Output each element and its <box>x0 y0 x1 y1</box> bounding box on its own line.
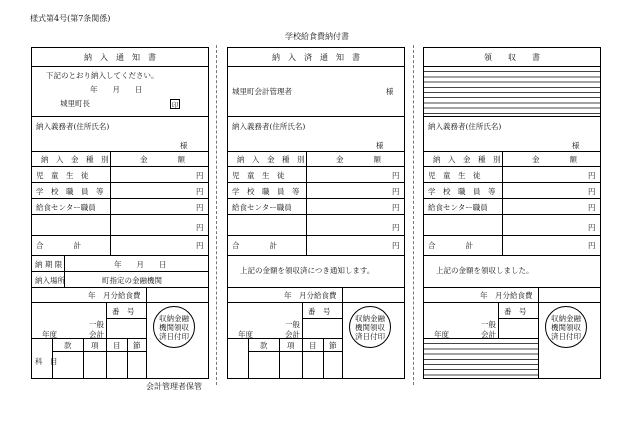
amount-header: 金 額 <box>140 155 185 164</box>
request-text: 下記のとおり納入してください。 <box>46 71 159 80</box>
receipt-notice-panel <box>227 47 405 379</box>
type-header: 納 入 金 種 別 <box>41 155 109 164</box>
yen-unit: 円 <box>392 223 400 232</box>
place-value: 町指定の金融機関 <box>102 276 162 285</box>
category-center: 給食センター職員 <box>428 203 488 212</box>
yen-unit: 円 <box>588 203 596 212</box>
category-students: 児 童 生 徒 <box>428 171 481 180</box>
yen-unit: 円 <box>196 203 204 212</box>
subject-col-kou: 項 <box>91 341 99 350</box>
yen-unit: 円 <box>588 241 596 250</box>
yen-unit: 円 <box>392 203 400 212</box>
subject-label: 科 目 <box>35 357 58 366</box>
account-general: 一般 <box>89 320 104 329</box>
stamp-line: 済日付印 <box>355 331 385 341</box>
amount-header: 金 額 <box>336 155 381 164</box>
yen-unit: 円 <box>588 187 596 196</box>
category-students: 児 童 生 徒 <box>232 171 285 180</box>
yen-unit: 円 <box>392 171 400 180</box>
receipt-panel <box>423 47 601 379</box>
notice-panel <box>31 47 209 379</box>
subject-col-kan: 款 <box>260 341 268 350</box>
bank-receipt-stamp <box>349 306 391 348</box>
cut-line <box>413 45 414 385</box>
number-label: 番 号 <box>504 307 527 316</box>
panel-title: 領 収 書 <box>484 53 540 62</box>
yen-unit: 円 <box>392 187 400 196</box>
due-label: 納 期 限 <box>35 260 63 269</box>
type-header: 納 入 金 種 別 <box>237 155 305 164</box>
stamp-line: 機関領収 <box>355 322 385 332</box>
document-title: 学校給食費納付書 <box>285 32 349 41</box>
cut-line <box>216 45 217 385</box>
fiscal-year: 年度 <box>238 330 253 339</box>
number-label: 番 号 <box>112 307 135 316</box>
fiscal-year: 年度 <box>434 330 449 339</box>
stamp-line: 収納金融 <box>159 313 189 323</box>
stamp-line: 済日付印 <box>159 331 189 341</box>
stamp-line: 機関領収 <box>159 322 189 332</box>
type-header: 納 入 金 種 別 <box>433 155 501 164</box>
category-staff: 学 校 職 員 等 <box>428 187 496 196</box>
storage-note: 会計管理者保管 <box>146 382 202 391</box>
yen-unit: 円 <box>196 223 204 232</box>
month-fee-label: 年 月分給食費 <box>480 291 533 300</box>
receipt-statement: 上記の金額を領収済につき通知します。 <box>240 266 375 275</box>
subject-col-moku: 目 <box>309 341 317 350</box>
payer-label: 納入義務者(住所氏名) <box>36 122 110 131</box>
stamp-line: 機関領収 <box>551 322 581 332</box>
account-label: 会計 <box>285 330 300 339</box>
issuer: 城里町長 <box>60 99 90 108</box>
subject-col-moku: 目 <box>113 341 121 350</box>
total-label: 合 計 <box>428 241 473 250</box>
account-general: 一般 <box>481 320 496 329</box>
receipt-statement: 上記の金額を領収しました。 <box>436 266 534 275</box>
category-students: 児 童 生 徒 <box>36 171 89 180</box>
number-label: 番 号 <box>308 307 331 316</box>
yen-unit: 円 <box>196 171 204 180</box>
panel-title: 納 入 通 知 書 <box>84 53 156 62</box>
subject-col-setsu: 節 <box>133 341 141 350</box>
category-staff: 学 校 職 員 等 <box>36 187 104 196</box>
stamp-line: 収納金融 <box>355 313 385 323</box>
payer-label: 納入義務者(住所氏名) <box>232 122 306 131</box>
account-label: 会計 <box>89 330 104 339</box>
account-general: 一般 <box>285 320 300 329</box>
payer-sama: 様 <box>572 141 580 150</box>
amount-header: 金 額 <box>532 155 577 164</box>
yen-unit: 円 <box>588 223 596 232</box>
fiscal-year: 年度 <box>42 330 57 339</box>
category-center: 給食センター職員 <box>232 203 292 212</box>
official-seal: 印 <box>171 100 179 109</box>
addressee-sama: 様 <box>386 87 394 96</box>
hatched-area <box>424 339 538 378</box>
panel-title: 納 入 済 通 知 書 <box>272 53 360 62</box>
total-label: 合 計 <box>36 241 81 250</box>
yen-unit: 円 <box>588 171 596 180</box>
yen-unit: 円 <box>392 241 400 250</box>
yen-unit: 円 <box>196 241 204 250</box>
subject-col-setsu: 節 <box>329 341 337 350</box>
issue-date: 年 月 日 <box>90 85 143 94</box>
form-number: 様式第4号(第7条関係) <box>30 14 111 23</box>
total-label: 合 計 <box>232 241 277 250</box>
category-staff: 学 校 職 員 等 <box>232 187 300 196</box>
bank-receipt-stamp <box>153 306 195 348</box>
subject-col-kan: 款 <box>64 341 72 350</box>
bank-receipt-stamp <box>545 306 587 348</box>
payer-sama: 様 <box>180 141 188 150</box>
payer-sama: 様 <box>376 141 384 150</box>
category-center: 給食センター職員 <box>36 203 96 212</box>
account-label: 会計 <box>481 330 496 339</box>
subject-col-kou: 項 <box>287 341 295 350</box>
hatched-area <box>424 67 600 116</box>
month-fee-label: 年 月分給食費 <box>284 291 337 300</box>
payer-label: 納入義務者(住所氏名) <box>428 122 502 131</box>
stamp-line: 収納金融 <box>551 313 581 323</box>
addressee: 城里町会計管理者 <box>232 87 292 96</box>
yen-unit: 円 <box>196 187 204 196</box>
month-fee-label: 年 月分給食費 <box>88 291 141 300</box>
due-value: 年 月 日 <box>114 260 167 269</box>
stamp-line: 済日付印 <box>551 331 581 341</box>
place-label: 納入場所 <box>35 276 65 285</box>
